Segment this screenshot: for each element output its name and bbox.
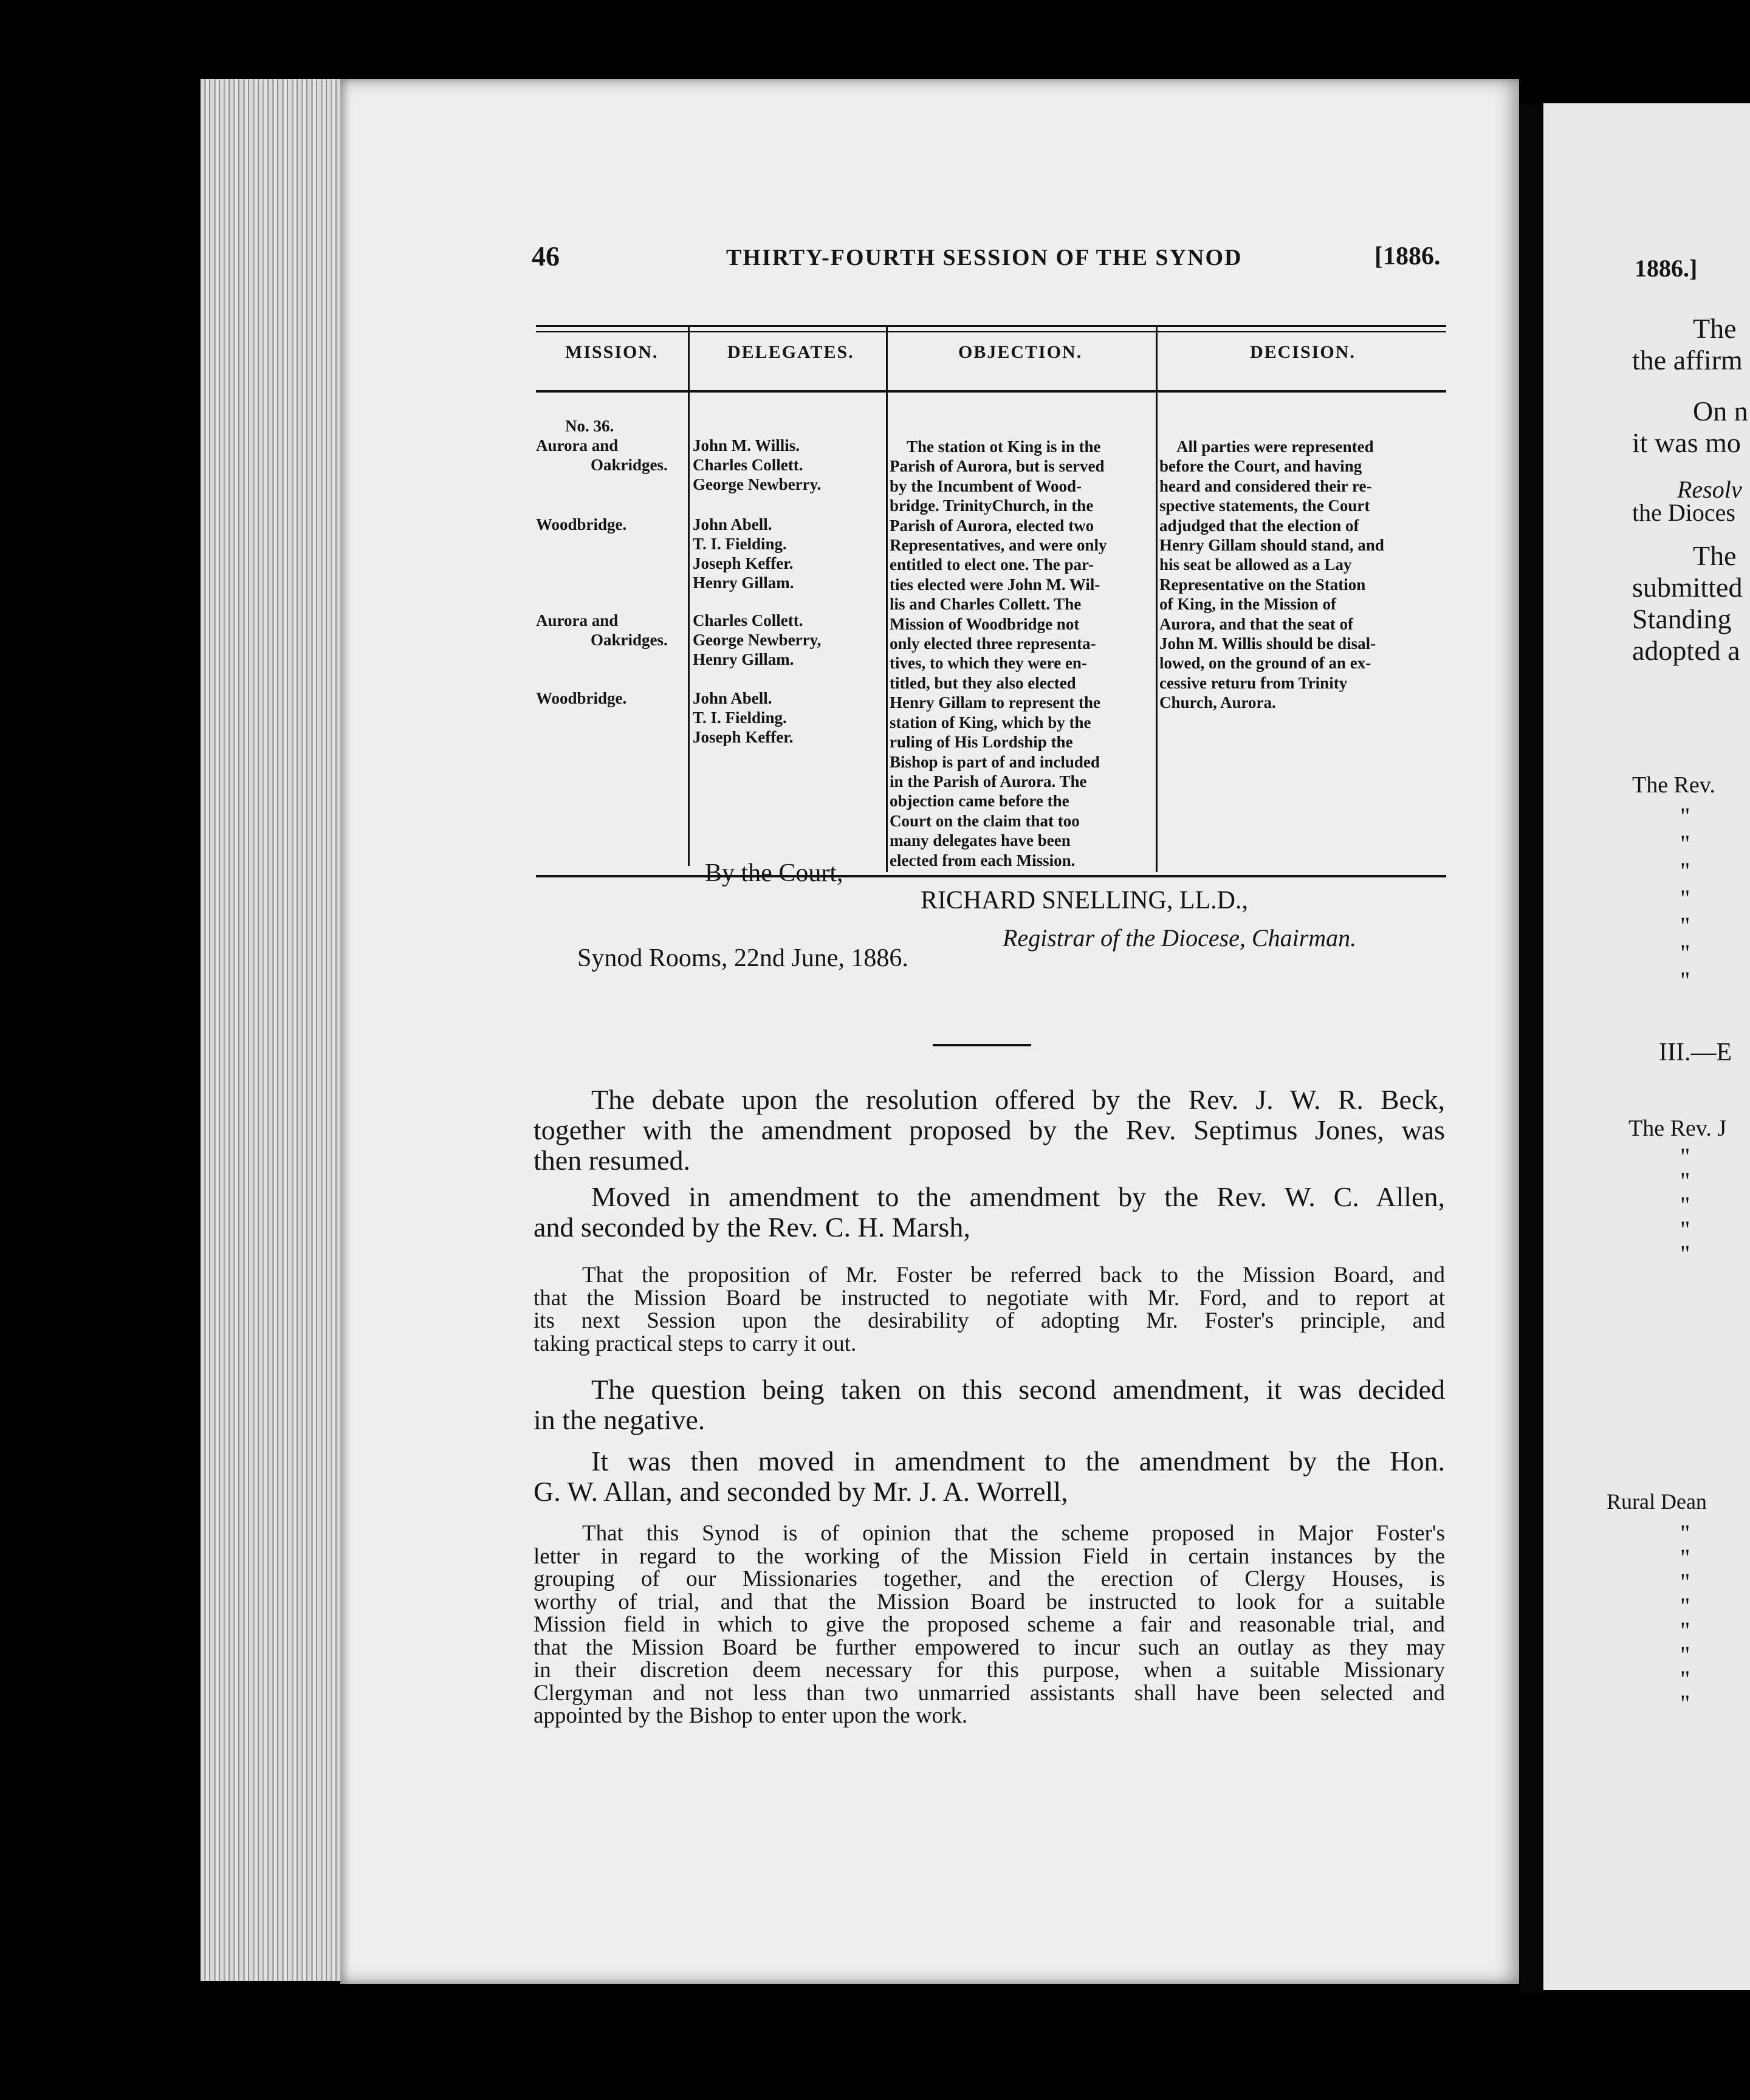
table-header-rule — [536, 390, 1446, 393]
paragraph-synod-opinion — [534, 1522, 1445, 1728]
text-line: Mission field in which to give the proposed scheme a fair and reasonable trial, and — [534, 1612, 1445, 1637]
text-line: ruling of His Lordship the — [890, 733, 1073, 752]
text-line: Henry Gillam to represent the — [890, 693, 1100, 712]
column-divider — [886, 325, 888, 872]
text-line: worthy of trial, and that the Mission Board be instructed to look for a suitable — [534, 1589, 1445, 1614]
book-page-edges — [201, 79, 340, 1981]
text-line: lis and Charles Collett. The — [890, 595, 1082, 614]
mission-name: Woodbridge. — [536, 689, 627, 707]
ditto-mark: " — [1680, 967, 1690, 994]
ditto-mark: " — [1680, 803, 1690, 830]
header-objection: OBJECTION. — [958, 342, 1083, 362]
text-line: Aurora, and that the seat of — [1159, 614, 1353, 633]
ditto-mark: " — [1680, 1216, 1690, 1243]
text-line: adjudged that the election of — [1159, 516, 1359, 535]
right-text: the affirm — [1632, 345, 1743, 376]
paragraph-question-negative — [534, 1374, 1445, 1435]
mission-name: Oakridges. — [591, 456, 668, 474]
right-text: the Dioces — [1632, 499, 1735, 526]
text-line: titled, but they also elected — [890, 673, 1076, 692]
ditto-mark: " — [1680, 1666, 1690, 1693]
text-line: lowed, on the ground of an ex- — [1159, 654, 1371, 673]
text-line: Representatives, and were only — [890, 536, 1107, 555]
right-text: The — [1693, 313, 1737, 344]
running-head-year: [1886. — [1374, 242, 1441, 270]
mission-name: Aurora and — [536, 436, 619, 455]
book-gutter — [1519, 103, 1543, 1993]
text-line: in the Parish of Aurora. The — [890, 772, 1087, 791]
ditto-mark: " — [1680, 939, 1690, 967]
ditto-mark: " — [1680, 857, 1690, 885]
paragraph-foster-proposition — [534, 1264, 1445, 1355]
column-divider — [688, 325, 690, 866]
delegate: Charles Collett. — [693, 456, 803, 474]
column-divider — [1156, 325, 1158, 872]
text-line: in their discretion deem necessary for this purpose, when a suitable Missionary — [534, 1658, 1445, 1683]
ditto-mark: " — [1680, 1192, 1690, 1219]
right-text: Resolv — [1677, 476, 1742, 503]
ditto-mark: " — [1680, 1617, 1690, 1644]
right-text: The — [1693, 540, 1737, 571]
objection-text — [890, 437, 1152, 870]
text-line: taking practical steps to carry it out. — [534, 1331, 857, 1356]
ditto-mark: " — [1680, 830, 1690, 857]
right-section-heading: III.—E — [1659, 1038, 1732, 1066]
text-line: that the Mission Board be further empowered to incur such an outlay as they may — [534, 1635, 1445, 1660]
text-line: tives, to which they were en- — [890, 654, 1087, 673]
ditto-mark: " — [1680, 1520, 1690, 1547]
text-line: only elected three representa- — [890, 634, 1096, 653]
ditto-mark: " — [1680, 1690, 1690, 1717]
text-line: heard and considered their re- — [1159, 476, 1372, 495]
text-line: John M. Willis should be disal- — [1159, 634, 1376, 653]
delegate: T. I. Fielding. — [693, 535, 787, 553]
mission-number: No. 36. — [565, 417, 614, 435]
text-line: It was then moved in amendment to the amendment by the Hon. — [591, 1446, 1445, 1477]
text-line: That the proposition of Mr. Foster be referred back to the Mission Board, and — [582, 1263, 1445, 1288]
text-line: The question being taken on this second amendment, it was decided — [591, 1374, 1445, 1405]
running-head: THIRTY-FOURTH SESSION OF THE SYNOD — [726, 245, 1243, 270]
text-line: Mission of Woodbridge not — [890, 614, 1080, 633]
delegate: John Abell. — [693, 689, 772, 707]
text-line: The debate upon the resolution offered by the Rev. J. W. R. Beck, — [591, 1084, 1445, 1115]
text-line: his seat be allowed as a Lay — [1159, 555, 1352, 574]
signer-name: RICHARD SNELLING, LL.D., — [921, 887, 1248, 914]
text-line: before the Court, and having — [1159, 457, 1362, 476]
delegate: Joseph Keffer. — [693, 728, 794, 746]
court-attribution: By the Court, — [705, 859, 843, 887]
text-line: elected from each Mission. — [890, 851, 1076, 870]
right-text: On n — [1693, 396, 1748, 427]
delegate: John M. Willis. — [693, 436, 800, 455]
delegate: T. I. Fielding. — [693, 709, 787, 727]
text-line: Henry Gillam should stand, and — [1159, 536, 1384, 555]
text-line: letter in regard to the working of the Mission Field in certain instances by the — [534, 1543, 1445, 1569]
text-line: appointed by the Bishop to enter upon the work. — [534, 1703, 968, 1728]
ditto-mark: " — [1680, 885, 1690, 912]
paragraph-amendment-allan — [534, 1446, 1445, 1507]
right-text: it was mo — [1632, 427, 1741, 458]
paragraph-debate — [534, 1085, 1445, 1176]
ditto-mark: " — [1680, 1568, 1690, 1596]
right-page-year: 1886.] — [1635, 255, 1698, 282]
delegate: George Newberry, — [693, 631, 822, 649]
delegate: Charles Collett. — [693, 611, 803, 630]
text-line: entitled to elect one. The par- — [890, 555, 1094, 574]
text-line: cessive returu from Trinity — [1159, 673, 1348, 692]
text-line: and seconded by the Rev. C. H. Marsh, — [534, 1212, 970, 1243]
text-line: Representative on the Station — [1159, 575, 1366, 594]
text-line: together with the amendment proposed by the Rev. Septimus Jones, was — [534, 1114, 1445, 1145]
table-top-rule-thin — [536, 331, 1446, 332]
right-text: Standing — [1632, 603, 1732, 634]
text-line: That this Synod is of opinion that the scheme proposed in Major Foster's — [582, 1521, 1445, 1546]
right-text: adopted a — [1632, 635, 1740, 666]
text-line: spective statements, the Court — [1159, 496, 1370, 515]
table-top-rule — [536, 325, 1446, 327]
delegate: John Abell. — [693, 515, 772, 534]
text-line: Court on the claim that too — [890, 811, 1080, 830]
mission-name: Aurora and — [536, 611, 619, 630]
mission-name: Oakridges. — [591, 631, 668, 649]
text-line: that the Mission Board be instructed to negotiate with Mr. Ford, and to report at — [534, 1285, 1445, 1311]
right-text: submitted — [1632, 572, 1743, 603]
text-line: objection came before the — [890, 792, 1069, 811]
signer-title: Registrar of the Diocese, Chairman. — [1003, 924, 1357, 952]
text-line: Clergyman and not less than two unmarried assistants shall have been selected and — [534, 1680, 1445, 1706]
decision-text — [1159, 437, 1445, 713]
text-line: then resumed. — [534, 1145, 691, 1176]
header-decision: DECISION. — [1250, 342, 1356, 362]
paragraph-amendment-allen — [534, 1182, 1445, 1243]
table-bottom-rule — [536, 875, 1446, 877]
right-text: The Rev. — [1632, 772, 1715, 798]
ditto-mark: " — [1680, 1593, 1690, 1620]
text-line: of King, in the Mission of — [1159, 595, 1337, 614]
section-divider — [933, 1044, 1031, 1046]
header-mission: MISSION. — [565, 342, 659, 362]
place-and-date: Synod Rooms, 22nd June, 1886. — [577, 944, 908, 972]
right-text: The Rev. J — [1628, 1116, 1727, 1141]
text-line: in the negative. — [534, 1404, 705, 1435]
ditto-mark: " — [1680, 1143, 1690, 1170]
ditto-mark: " — [1680, 1240, 1690, 1268]
delegate: Henry Gillam. — [693, 650, 794, 668]
page-number: 46 — [532, 241, 560, 272]
ditto-mark: " — [1680, 1641, 1690, 1669]
right-page — [1543, 103, 1750, 1990]
ditto-mark: " — [1680, 1544, 1690, 1571]
text-line: ties elected were John M. Wil- — [890, 575, 1100, 594]
text-line: many delegates have been — [890, 831, 1071, 850]
text-line: bridge. TrinityChurch, in the — [890, 496, 1094, 515]
text-line: grouping of our Missionaries together, and the erection of Clergy Houses, is — [534, 1566, 1445, 1591]
text-line: The station ot King is in the — [907, 437, 1101, 456]
text-line: Parish of Aurora, elected two — [890, 516, 1094, 535]
text-line: by the Incumbent of Wood- — [890, 476, 1082, 495]
text-line: its next Session upon the desirability of adopting Mr. Foster's principle, and — [534, 1308, 1445, 1333]
ditto-mark: " — [1680, 1167, 1690, 1195]
text-line: G. W. Allan, and seconded by Mr. J. A. Worrell, — [534, 1476, 1068, 1507]
text-line: station of King, which by the — [890, 713, 1091, 732]
text-line: Moved in amendment to the amendment by the Rev. W. C. Allen, — [591, 1181, 1445, 1212]
mission-name: Woodbridge. — [536, 515, 627, 534]
ditto-mark: " — [1680, 912, 1690, 939]
header-delegates: DELEGATES. — [727, 342, 854, 362]
delegate: Henry Gillam. — [693, 574, 794, 592]
delegate: George Newberry. — [693, 475, 822, 493]
text-line: Parish of Aurora, but is served — [890, 457, 1105, 476]
delegate: Joseph Keffer. — [693, 554, 794, 572]
text-line: All parties were represented — [1176, 437, 1374, 456]
text-line: Bishop is part of and included — [890, 752, 1100, 771]
right-text: Rural Dean — [1607, 1489, 1707, 1514]
text-line: Church, Aurora. — [1159, 693, 1276, 712]
